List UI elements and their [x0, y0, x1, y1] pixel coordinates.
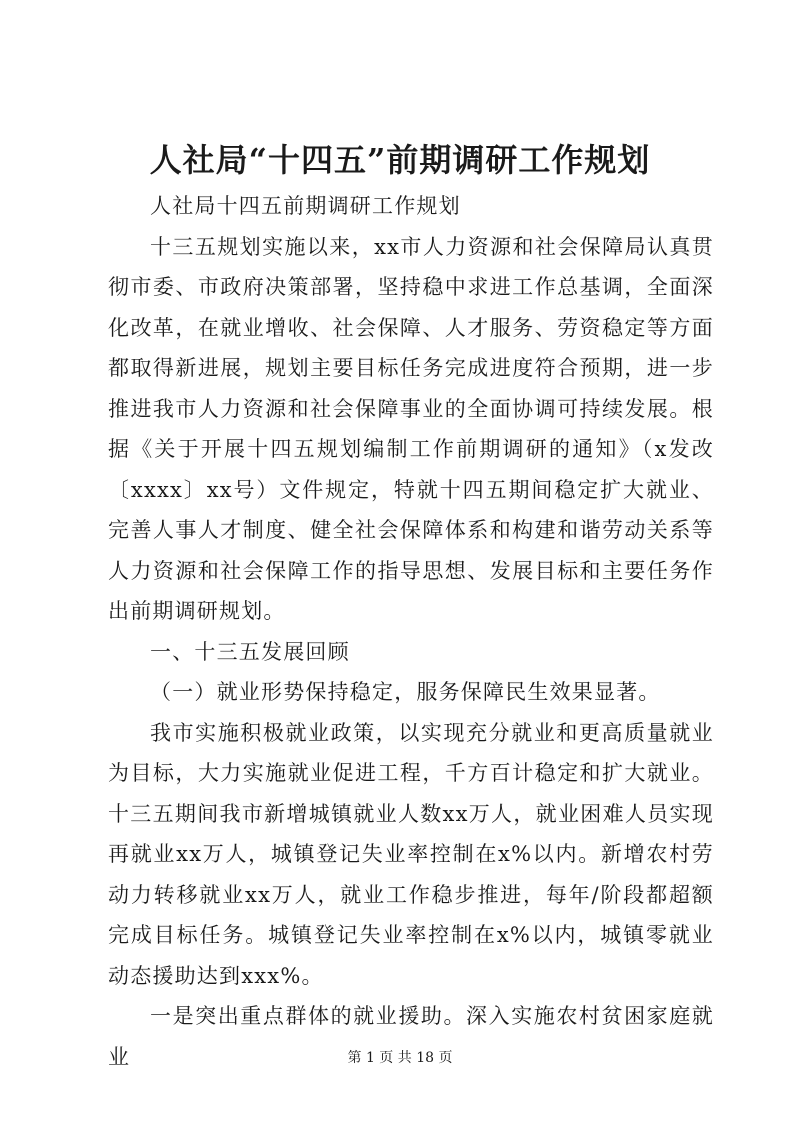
document-title: 人社局“十四五”前期调研工作规划 [149, 141, 651, 179]
key-groups-paragraph: 一是突出重点群体的就业援助。深入实施农村贫困家庭就业 [108, 1004, 714, 1069]
employment-paragraph: 我市实施积极就业政策，以实现充分就业和更高质量就业为目标，大力实施就业促进工程，千方百计稳定和扩大就业。十三五期间我市新增城镇就业人数xx万人，就业困难人员实现再就业xx万人，城镇登记失业率控制在x%以内。新增农村劳动力转移就业xx万人，就业工作稳步推进，每年/阶段都超额完成目标任务。城镇登记失业率控制在x%以内，城镇零就业动态援助达到xxx%。 [108, 720, 714, 988]
page-footer: 第 1 页 共 18 页 [347, 1050, 453, 1066]
subsection-heading: （一）就业形势保持稳定，服务保障民生效果显著。 [150, 680, 661, 704]
section-heading: 一、十三五发展回顾 [150, 639, 350, 664]
subtitle-paragraph: 人社局十四五前期调研工作规划 [150, 194, 461, 218]
intro-paragraph: 十三五规划实施以来，xx市人力资源和社会保障局认真贯彻市委、市政府决策部署，坚持稳中求进工作总基调，全面深化改革，在就业增收、社会保障、人才服务、劳资稳定等方面都取得新进展，规划主要目标任务完成进度符合预期，进一步推进我市人力资源和社会保障事业的全面协调可持续发展。根据《关于开展十四五规划编制工作前期调研的通知》（x发改〔xxxx〕xx号）文件规定，特就十四五期间稳定扩大就业、完善人事人才制度、健全社会保障体系和构建和谐劳动关系等人力资源和社会保障工作的指导思想、发展目标和主要任务作出前期调研规划。 [108, 234, 714, 623]
document-body [108, 186, 714, 1077]
